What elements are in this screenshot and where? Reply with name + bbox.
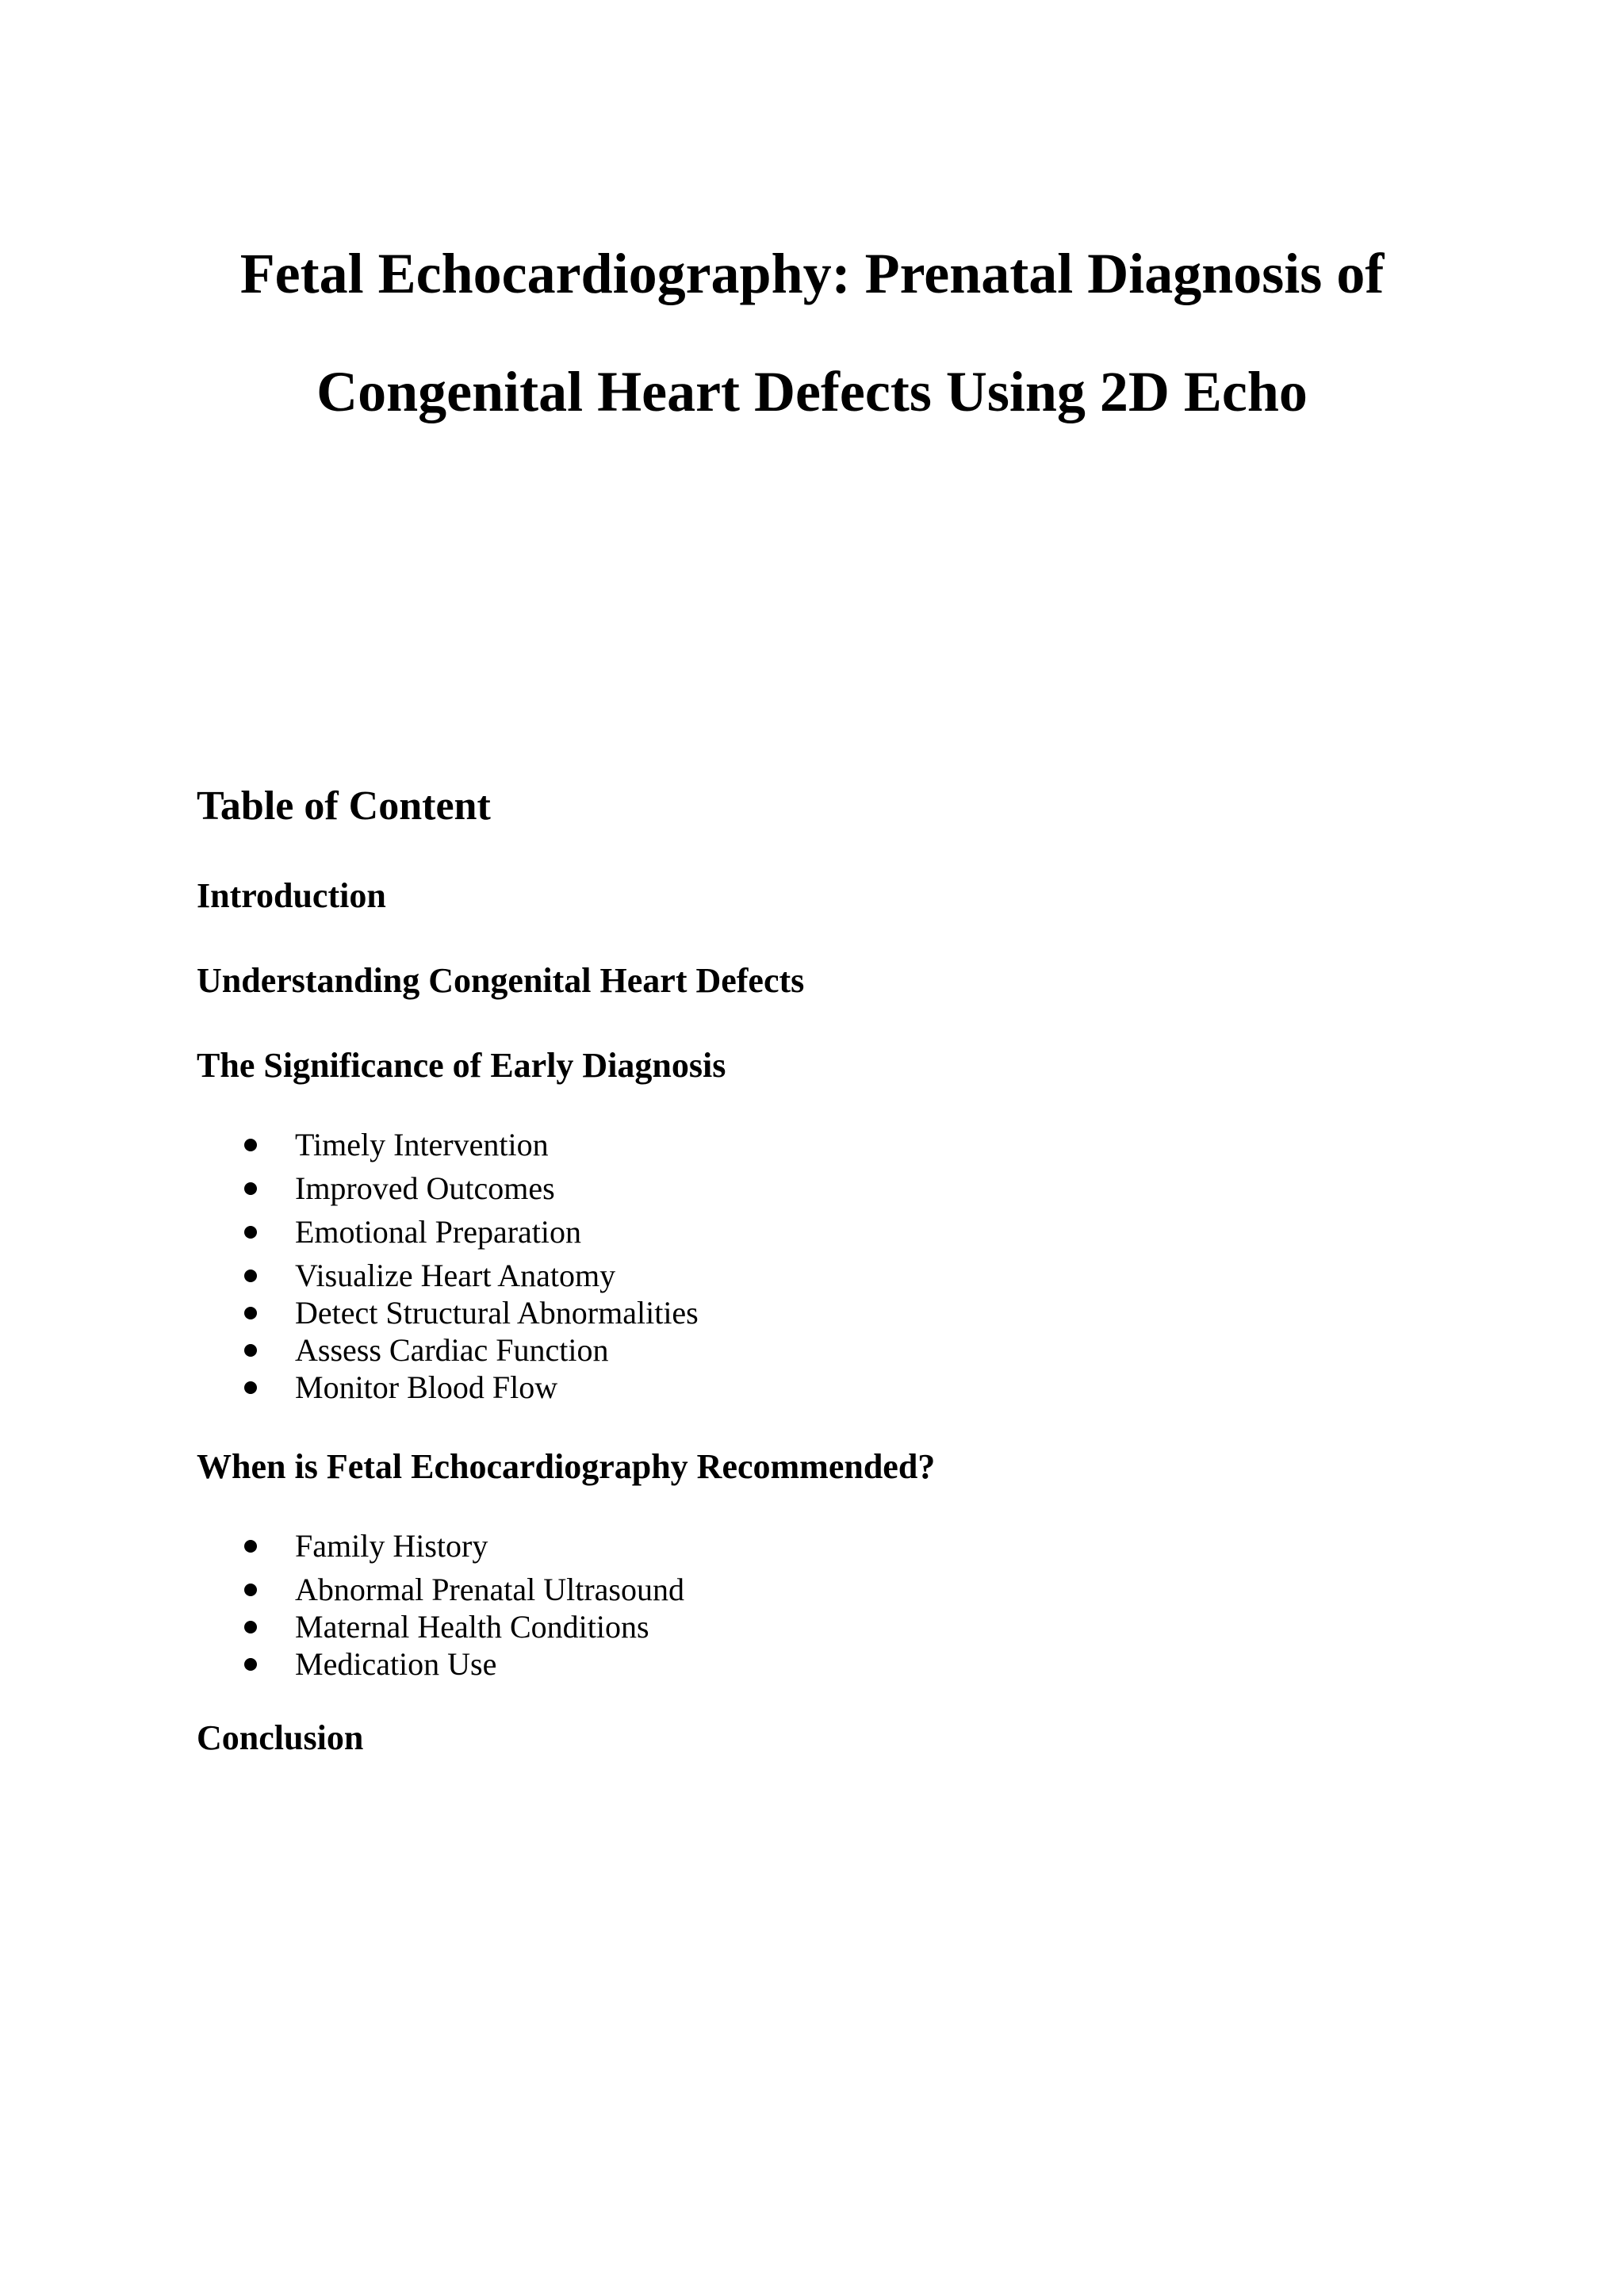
bullet-icon [244,1182,257,1195]
list-item-text: Improved Outcomes [295,1170,555,1206]
list-item-text: Detect Structural Abnormalities [295,1295,699,1331]
list-item-text: Emotional Preparation [295,1214,582,1250]
toc-section-early-diagnosis: The Significance of Early Diagnosis [197,1046,726,1085]
list-item-text: Maternal Health Conditions [295,1609,649,1645]
list-item-text: Monitor Blood Flow [295,1369,558,1405]
document-title-line-1: Fetal Echocardiography: Prenatal Diagnosis of [239,242,1385,305]
bullet-icon [244,1540,257,1553]
list-item-text: Visualize Heart Anatomy [295,1258,616,1293]
bullet-icon [244,1139,257,1151]
document-title-line-2: Congenital Heart Defects Using 2D Echo [316,360,1308,423]
list-item-text: Family History [295,1528,488,1564]
toc-section-when-recommended: When is Fetal Echocardiography Recommended? [197,1447,936,1486]
list-item-text: Abnormal Prenatal Ultrasound [295,1572,684,1607]
toc-section-conclusion: Conclusion [197,1718,364,1757]
bullet-icon [244,1307,257,1319]
bullet-icon [244,1381,257,1394]
bullet-icon [244,1621,257,1633]
list-item-text: Assess Cardiac Function [295,1332,609,1368]
list-item-text: Medication Use [295,1646,497,1682]
bullet-icon [244,1584,257,1596]
bullet-icon [244,1344,257,1357]
list-item-text: Timely Intervention [295,1127,549,1162]
bullet-icon [244,1270,257,1282]
toc-heading: Table of Content [197,783,491,829]
bullet-icon [244,1226,257,1239]
toc-section-introduction: Introduction [197,876,386,915]
toc-section-understanding-chd: Understanding Congenital Heart Defects [197,961,805,1000]
bullet-icon [244,1658,257,1671]
